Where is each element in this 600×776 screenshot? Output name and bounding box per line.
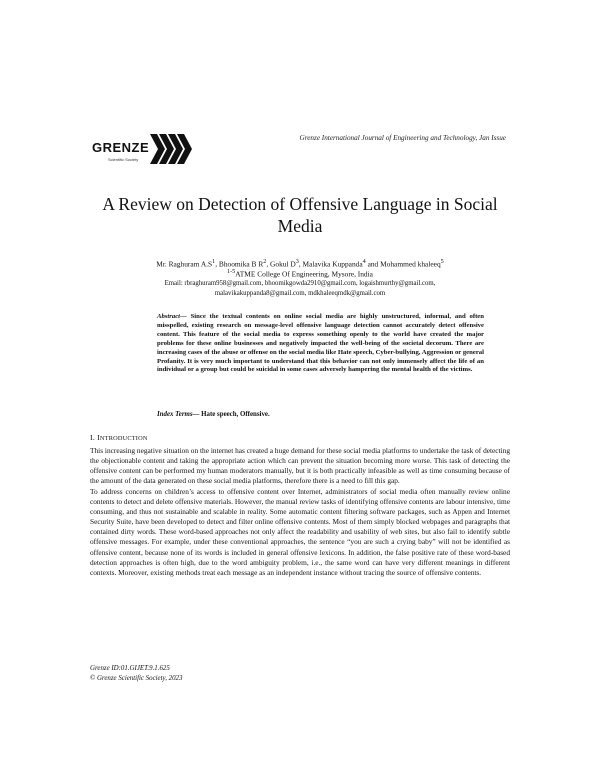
paragraph: To address concerns on children’s access to offensive content over Internet, administrators of social media often manually review online contents to detect and delete offensive materials. However, the manual review tasks of identifying offensive contents are labour intensive, time consuming, and thus not sustainable and scalable in reality. Some automatic content filtering software packages, such as Appen and Internet Security Suite, have been developed to detect and filter online offensive contents. Most of them simply blocked webpages and paragraphs that contained dirty words. These word-based approaches not only affect the readability and usability of web sites, but also fail to identify subtle offensive messages. For example, under these conventional approaches, the sentence “you are such a crying baby” will not be identified as offensive content, because none of its words is included in general offensive lexicons. In addition, the false positive rate of these word-based detection approaches is often high, due to the word ambiguity problem, i.e., the same word can have very different meanings in different contexts. Moreover, existing methods treat each message as an independent instance without tracing the source of offensive contents.	[90, 486, 510, 577]
author-5: Mohammed khaleeq	[380, 259, 441, 269]
abstract-label: Abstract	[157, 313, 181, 320]
author-5-sup: 5	[440, 259, 444, 265]
index-terms	[157, 410, 484, 419]
section-number: I. I	[90, 433, 100, 442]
abstract-dash: —	[180, 313, 191, 320]
page-footer	[90, 664, 182, 683]
affiliation	[70, 268, 530, 278]
index-terms-text: Hate speech, Offensive.	[201, 411, 270, 418]
author-3: Gokul D	[270, 259, 296, 269]
paper-title: A Review on Detection of Offensive Language in Social Media	[102, 194, 498, 236]
affiliation-sup: 1-5	[227, 269, 236, 275]
author-1: Mr. Raghuram A.S	[156, 259, 213, 269]
author-2: Bhoomika B R	[218, 259, 264, 269]
logo-chevrons-icon	[150, 134, 200, 164]
author-and: and	[365, 259, 381, 269]
affiliation-text: ATME College Of Engineering, Mysore, India	[235, 269, 373, 279]
section-title-rest: NTRODUCTION	[99, 435, 148, 442]
author-separator: ,	[215, 259, 219, 269]
index-terms-dash: —	[192, 411, 202, 418]
author-list	[70, 258, 530, 268]
email-line-1: Email: rbraghuram958@gmail.com, bhoomikgowda2910@gmail.com, logaishmurthy@gmail.com,	[164, 280, 436, 287]
author-4-sup: 4	[362, 259, 366, 265]
journal-header: Grenze International Journal of Engineering and Technology, Jan Issue	[299, 134, 506, 142]
author-3-sup: 3	[295, 259, 299, 265]
logo-wordmark: GRENZE	[92, 140, 150, 155]
author-1-sup: 1	[212, 259, 216, 265]
author-separator: ,	[266, 259, 271, 269]
paragraph: This increasing negative situation on the internet has created a huge demand for these social media platforms to undertake the task of detecting the objectionable content and taking the appropriate action which can prevent the situation becoming more worse. This task of detecting the offensive content can be performed my human moderators manually, but it is both practically infeasible as well as time consuming because of the amount of the data generated on these social media platforms, therefore there is a need to fill this gap.	[90, 446, 510, 486]
section-body	[90, 446, 510, 578]
copyright: © Grenze Scientific Society, 2023	[90, 674, 183, 682]
grenze-id: Grenze ID:01.GIJET.9.1.625	[90, 665, 170, 672]
abstract-text: Since the textual contents on online social media are highly unstructured, informal, and often misspelled, existing research on message-level offensive language detection cannot accurately detect offensive content. This feature of the social media to express something openly to the world have created the major problems for these online businesses and negatively impacted the well-being of the societal decorum. There are increasing cases of the abuse or offense on the social media like Hate speech, Cyber-bullying, Aggression or general Profanity. It is very much important to understand that this behavior can not only immensely affect the life of an individual or a group but could be suicidal in some cases adversely hampering the mental health of the victims.	[157, 313, 484, 374]
abstract	[157, 313, 484, 375]
section-heading	[90, 433, 148, 442]
grenze-logo	[92, 132, 200, 166]
author-2-sup: 2	[263, 259, 267, 265]
author-separator: ,	[298, 259, 303, 269]
index-terms-label: Index Terms	[157, 411, 193, 418]
logo-tagline: Scientific Society	[108, 157, 139, 162]
author-4: Malavika Kuppanda	[302, 259, 363, 269]
email-line-2: malavikakuppanda8@gmail.com, mdkhaleeqmdk@gmail.com	[214, 290, 386, 297]
